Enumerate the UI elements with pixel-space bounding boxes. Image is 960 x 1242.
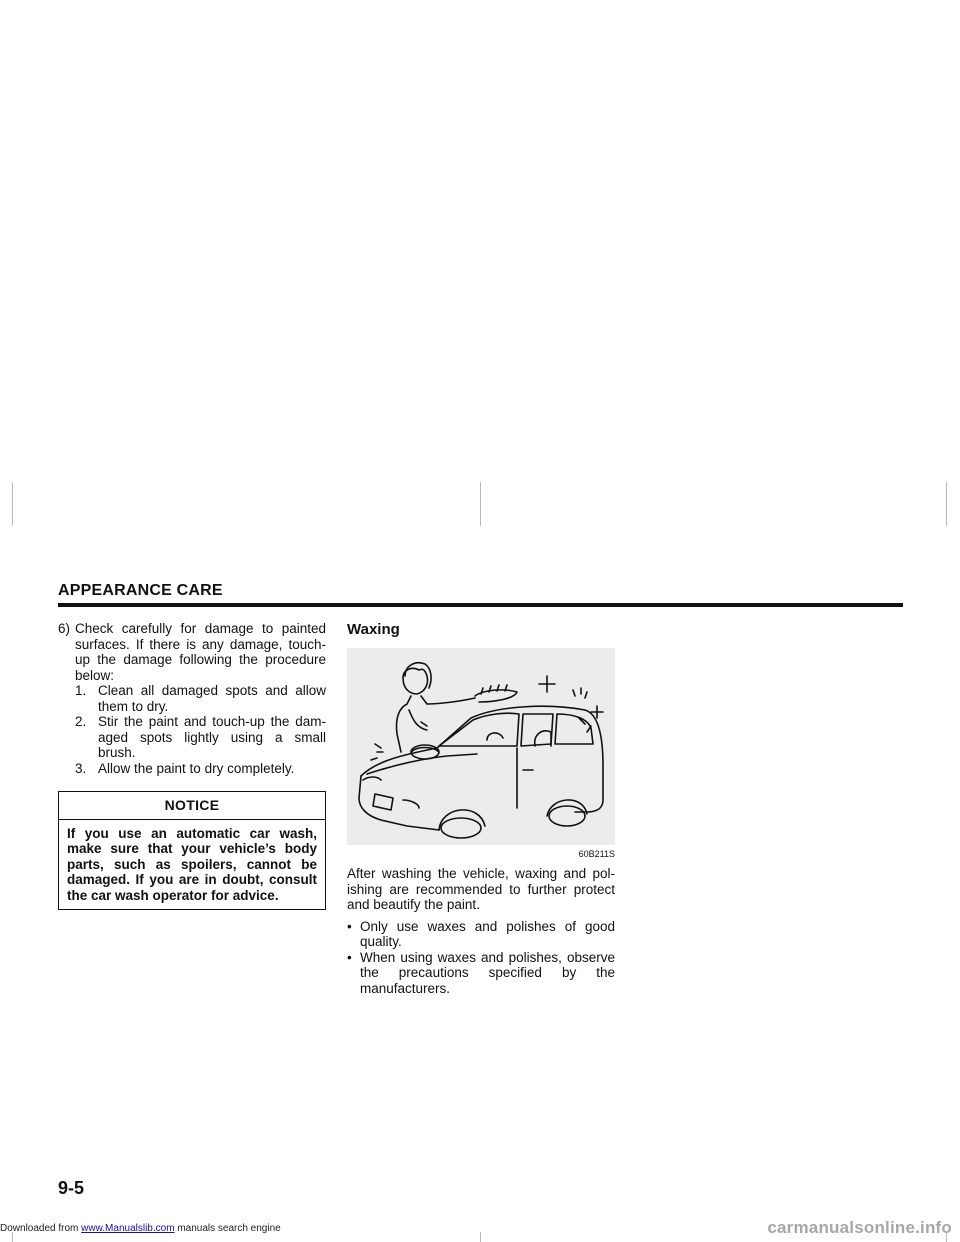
bullet-text: Only use waxes and polishes of good quality. bbox=[360, 918, 615, 949]
substep-item bbox=[58, 683, 326, 714]
crop-mark bbox=[480, 1232, 481, 1242]
substep-text: Allow the paint to dry completely. bbox=[98, 760, 295, 776]
footer-prefix: Downloaded from bbox=[0, 1223, 79, 1234]
substep-item bbox=[58, 714, 326, 761]
waxing-car-drawing bbox=[347, 648, 615, 845]
step-6 bbox=[58, 621, 326, 683]
substep-text: Stir the paint and touch-up the dam-aged spots lightly using a small brush. bbox=[98, 714, 326, 760]
right-column bbox=[347, 621, 615, 996]
crop-mark bbox=[12, 482, 13, 526]
notice-box bbox=[58, 791, 326, 910]
substep-number: 3. bbox=[75, 760, 87, 776]
substep-item bbox=[58, 761, 326, 777]
crop-mark bbox=[480, 482, 481, 526]
substep-text: Clean all damaged spots and allow them to dry. bbox=[98, 683, 326, 714]
bullet-item bbox=[347, 919, 615, 950]
download-footer bbox=[0, 1222, 281, 1236]
waxing-bullet-list bbox=[347, 919, 615, 997]
bullet-text: When using waxes and polishes, observe the precautions specified by the manufacturers. bbox=[360, 949, 615, 996]
crop-mark bbox=[946, 482, 947, 526]
step-number: 6) bbox=[58, 621, 71, 636]
notice-body: If you use an automatic car wash, make sure that your vehicle’s body parts, such as spoilers, cannot be damaged. If you are in doubt, consult the car wash operator for advice. bbox=[67, 825, 317, 903]
notice-heading: NOTICE bbox=[59, 792, 325, 820]
substep-number: 2. bbox=[75, 714, 87, 729]
bullet-item bbox=[347, 950, 615, 997]
step-text: Check carefully for damage to painted surfaces. If there is any damage, touch-up the damage following the procedure below: bbox=[75, 621, 326, 683]
page-number: 9-5 bbox=[58, 1178, 85, 1198]
watermark: carmanualsonline.info bbox=[767, 1218, 952, 1237]
left-column bbox=[58, 621, 326, 910]
waxing-paragraph: After washing the vehicle, waxing and pol-ishing are recommended to further protect and beautify the paint. bbox=[347, 866, 615, 912]
header-rule bbox=[58, 603, 903, 607]
figure-code: 60B211S bbox=[578, 849, 615, 859]
footer-suffix: manuals search engine bbox=[177, 1223, 281, 1234]
substep-list bbox=[58, 683, 326, 776]
bullet-symbol: • bbox=[347, 949, 352, 965]
section-title: APPEARANCE CARE bbox=[58, 582, 223, 599]
waxing-heading: Waxing bbox=[347, 621, 400, 638]
substep-number: 1. bbox=[75, 683, 87, 698]
waxing-illustration bbox=[347, 648, 615, 845]
manualslib-link[interactable]: www.Manualslib.com bbox=[81, 1223, 175, 1234]
bullet-symbol: • bbox=[347, 918, 352, 934]
